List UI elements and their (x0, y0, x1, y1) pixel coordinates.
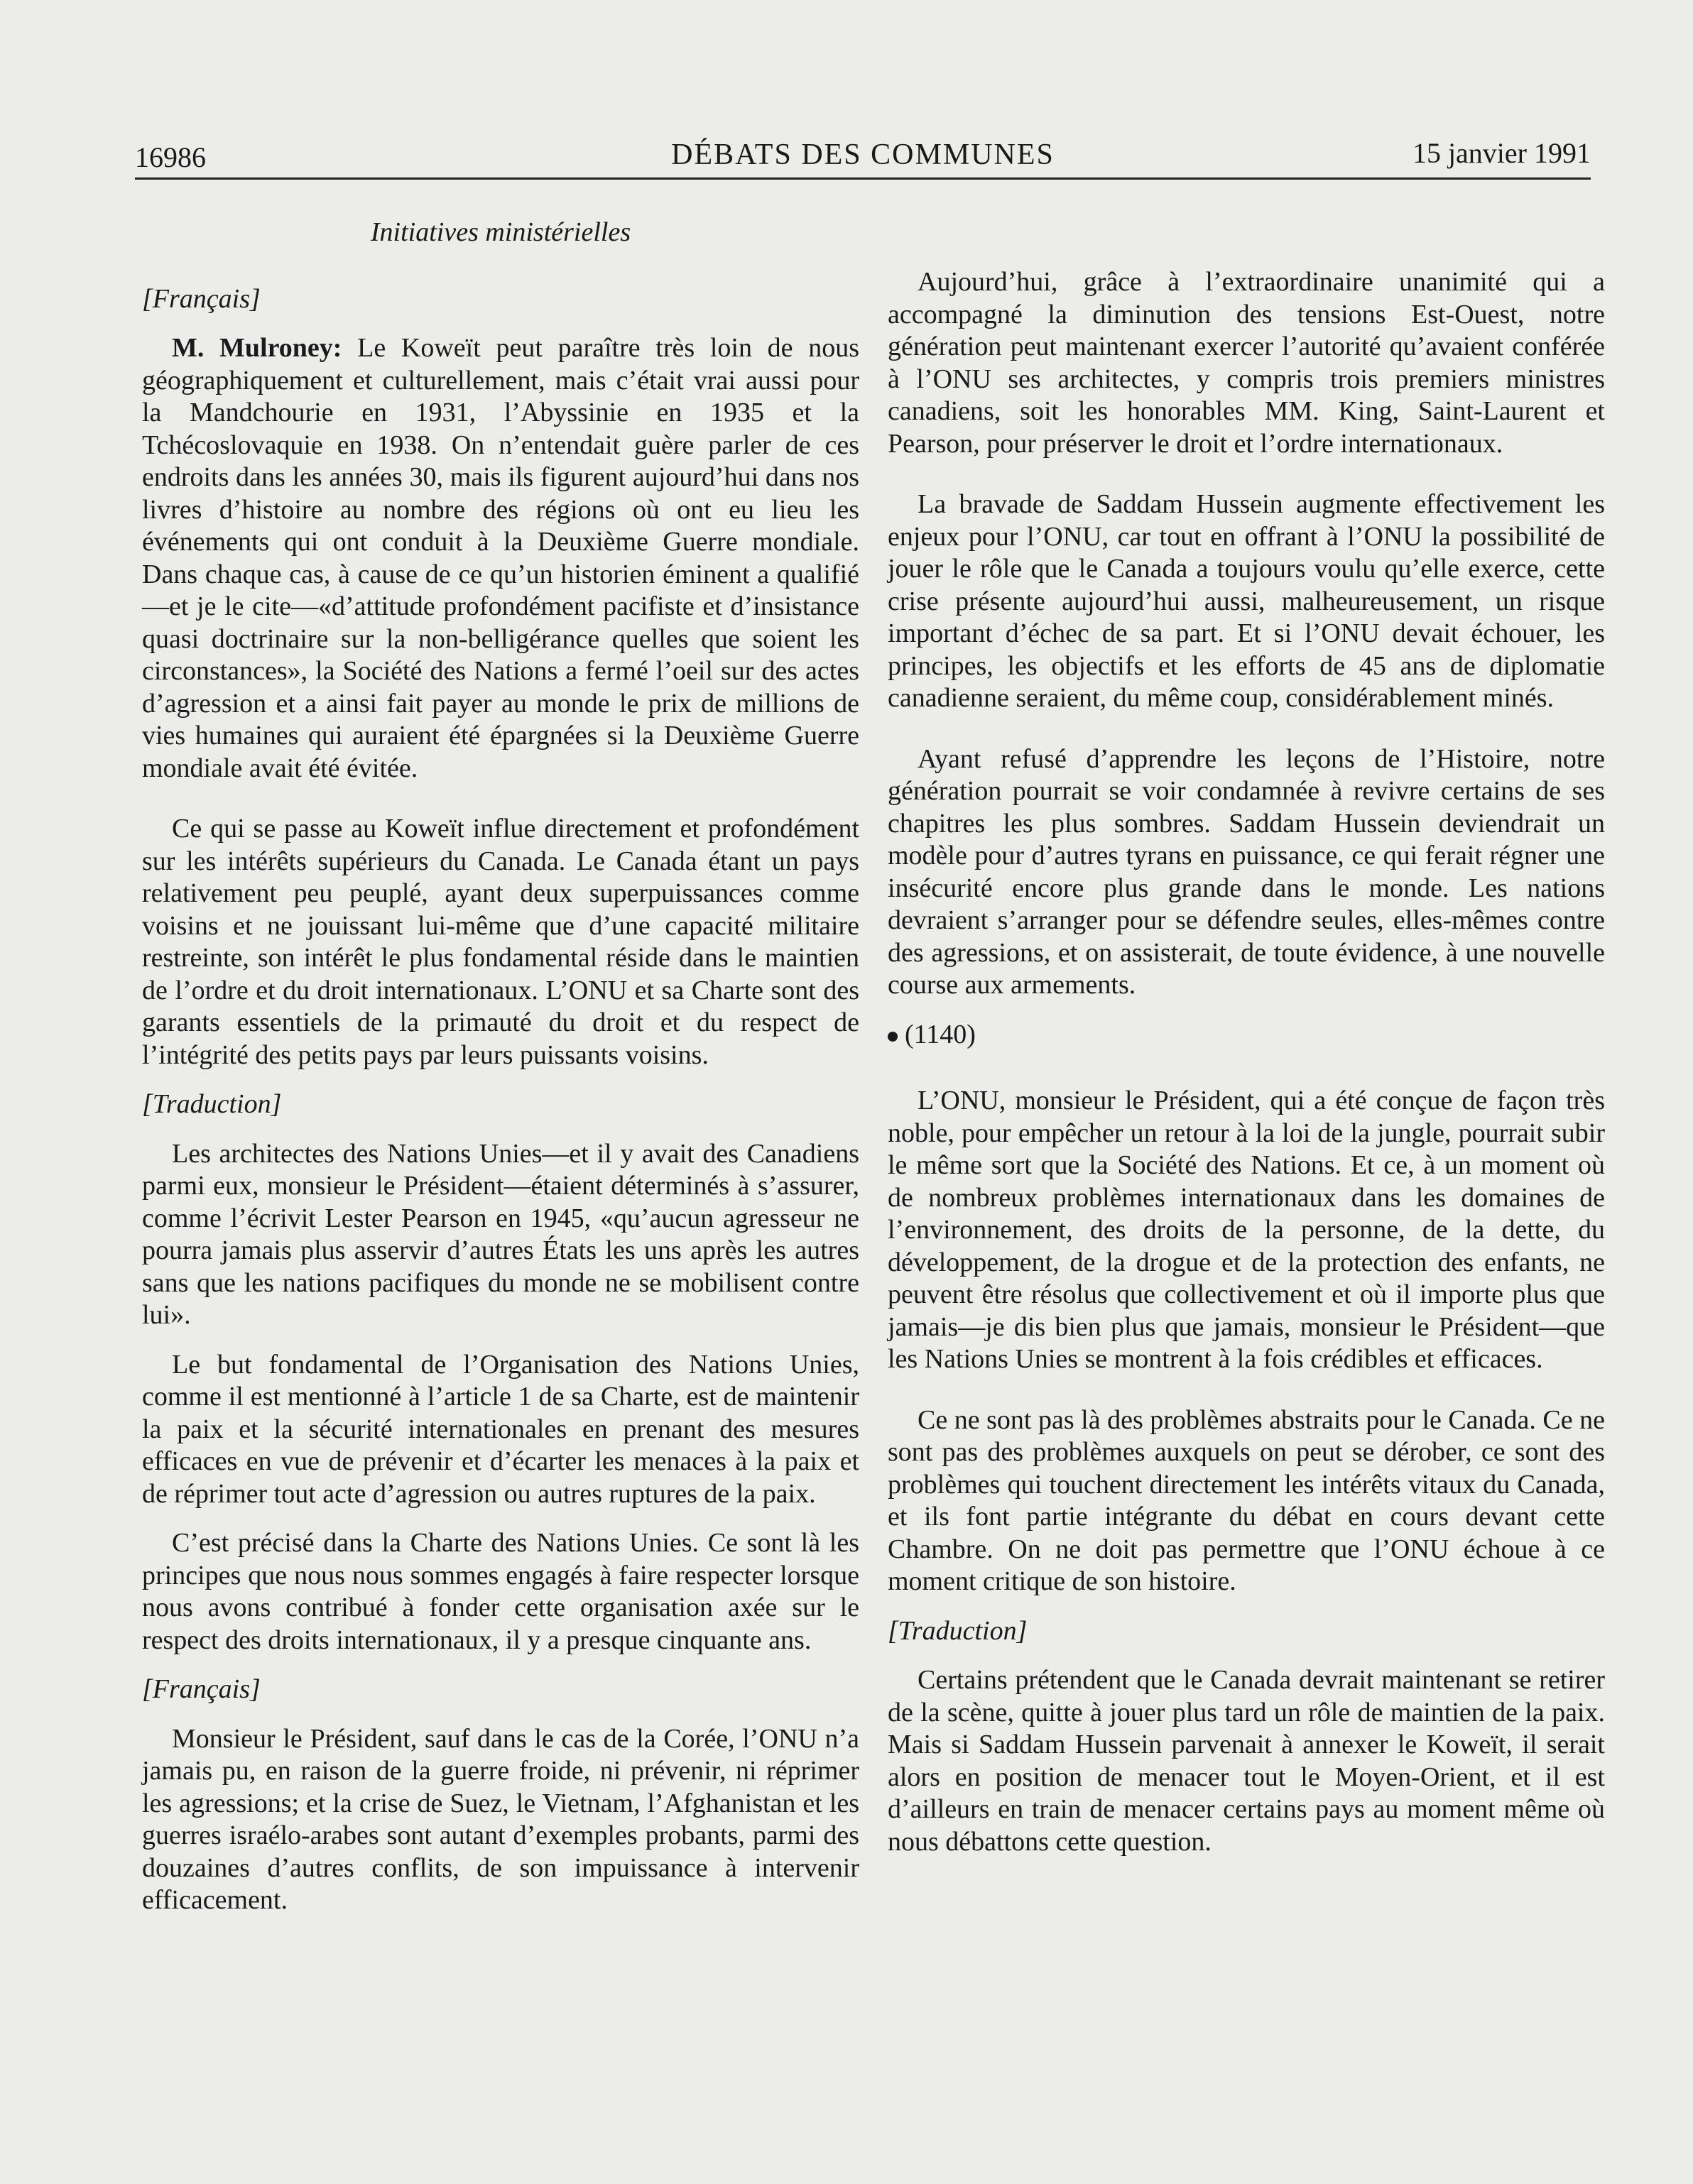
paragraph: Ayant refusé d’apprendre les leçons de l’Histoire, notre génération pourrait se voir condamnée à revivre certains de ses chapitres les plus sombres. Saddam Hussein deviendrait un modèle pour d’autres tyrans en puissance, ce qui ferait régner une insécurité encore plus grande dans le monde. Les nations devraient s’arranger pour se défendre seules, elles-mêmes contre des agressions, et on assisterait, de toute évidence, à une nouvelle course aux armements. (888, 743, 1605, 1000)
language-tag: [Traduction] (142, 1089, 282, 1119)
paragraph: L’ONU, monsieur le Président, qui a été conçue de façon très noble, pour empêcher un retour à la loi de la jungle, pourrait subir le même sort que la Société des Nations. Et ce, à un moment où de nombreux problèmes internationaux dans les domaines de l’environnement, des droits de la personne, de la dette, du développement, de la drogue et de la protection des enfants, ne peuvent être résolus que collectivement et où il importe plus que jamais—je dis bien plus que jamais, monsieur le Président—que les Nations Unies se montrent à la fois crédibles et efficaces. (888, 1086, 1605, 1374)
paragraph: Ce qui se passe au Koweït influe directement et profondément sur les intérêts supérieurs du Canada. Le Canada étant un pays relativement peu peuplé, ayant deux superpuissances comme voisins et ne jouissant lui-même que d’une capacité militaire restreinte, son intérêt le plus fondamental réside dans le maintien de l’ordre et du droit internationaux. L’ONU et sa Charte sont des garants essentiels de la primauté du droit et du respect de l’intégrité des petits pays par leurs puissants voisins. (142, 814, 859, 1070)
right-column (888, 266, 1605, 1875)
paragraph: Le but fondamental de l’Organisation des Nations Unies, comme il est mentionné à l’article 1 de sa Charte, est de maintenir la paix et la sécurité internationales en prenant des mesures efficaces en vue de prévenir et d’écarter les menaces à la paix et de réprimer tout acte d’agression ou autres ruptures de la paix. (142, 1349, 859, 1509)
publication-date: 15 janvier 1991 (1412, 137, 1591, 169)
paragraph: C’est précisé dans la Charte des Nations Unies. Ce sont là les principes que nous nous sommes engagés à faire respecter lorsque nous avons contribué à fonder cette organisation axée sur le respect des droits internationaux, il y a presque cinquante ans. (142, 1528, 859, 1655)
page-number: 16986 (135, 141, 206, 173)
bullet-icon (888, 1032, 898, 1042)
paragraph: Certains prétendent que le Canada devrait maintenant se retirer de la scène, quitte à jouer plus tard un rôle de maintien de la paix. Mais si Saddam Hussein parvenait à annexer le Koweït, il serait alors en position de menacer tout le Moyen-Orient, et il est d’ailleurs en train de menacer certains pays au moment même où nous débattons cette question. (888, 1665, 1605, 1857)
language-tag: [Traduction] (888, 1615, 1028, 1646)
page-header (135, 135, 1591, 180)
timestamp: (1140) (888, 1019, 1605, 1052)
paragraph: Les architectes des Nations Unies—et il y avait des Canadiens parmi eux, monsieur le Président—étaient déterminés à s’assurer, comme l’écrivit Lester Pearson en 1945, «qu’aucun agresseur ne pourra jamais plus asservir d’autres États les uns après les autres sans que les nations pacifiques du monde ne se mobilisent contre lui». (142, 1138, 859, 1330)
language-tag: [Français] (142, 1674, 261, 1704)
left-column (142, 217, 859, 1934)
speaker-name: M. Mulroney: (172, 333, 342, 363)
paragraph: M. Mulroney: Le Koweït peut paraître très loin de nous géographiquement et culturellement, mais c’était vrai aussi pour la Mandchourie en 1931, l’Abyssinie en 1935 et la Tchécoslovaquie en 1938. On n’entendait guère parler de ces endroits dans les années 30, mais ils figurent aujourd’hui dans nos livres d’histoire au nombre des régions où ont eu lieu les événements qui ont conduit à la Deuxième Guerre mondiale. Dans chaque cas, à cause de ce qu’un historien éminent a qualifié—et je le cite—«d’attitude profondément pacifiste et d’insistance quasi doctrinaire sur la non-belligérance quelles que soient les circonstances», la Société des Nations a fermé l’oeil sur des actes d’agression et a ainsi fait payer au monde le prix de millions de vies humaines qui auraient été épargnées si la Deuxième Guerre mondiale avait été évitée. (142, 333, 860, 783)
publication-title: DÉBATS DES COMMUNES (671, 138, 1055, 171)
paragraph: Ce ne sont pas là des problèmes abstraits pour le Canada. Ce ne sont pas des problèmes auxquels on peut se dérober, ce sont des problèmes qui touchent directement les intérêts vitaux du Canada, et ils font partie intégrante du débat en cours devant cette Chambre. On ne doit pas permettre que l’ONU échoue à ce moment critique de son histoire. (888, 1404, 1605, 1596)
language-tag: [Français] (142, 283, 261, 314)
section-title: Initiatives ministérielles (370, 217, 631, 247)
paragraph: Monsieur le Président, sauf dans le cas de la Corée, l’ONU n’a jamais pu, en raison de la guerre froide, ni prévenir, ni réprimer les agressions; et la crise de Suez, le Vietnam, l’Afghanistan et les guerres israélo-arabes sont autant d’exemples probants, parmi des douzaines d’autres conflits, de son impuissance à intervenir efficacement. (142, 1723, 859, 1915)
paragraph: Aujourd’hui, grâce à l’extraordinaire unanimité qui a accompagné la diminution des tensions Est-Ouest, notre génération peut maintenant exercer l’autorité qu’avaient conférée à l’ONU ses architectes, y compris trois premiers ministres canadiens, soit les honorables MM. King, Saint-Laurent et Pearson, pour préserver le droit et l’ordre internationaux. (888, 267, 1605, 459)
paragraph: La bravade de Saddam Hussein augmente effectivement les enjeux pour l’ONU, car tout en offrant à l’ONU la possibilité de jouer le rôle que le Canada a toujours voulu qu’elle exerce, cette crise présente aujourd’hui aussi, malheureusement, un risque important d’échec de sa part. Et si l’ONU devait échouer, les principes, les objectifs et les efforts de 45 ans de diplomatie canadienne seraient, du même coup, considérablement minés. (888, 489, 1605, 713)
